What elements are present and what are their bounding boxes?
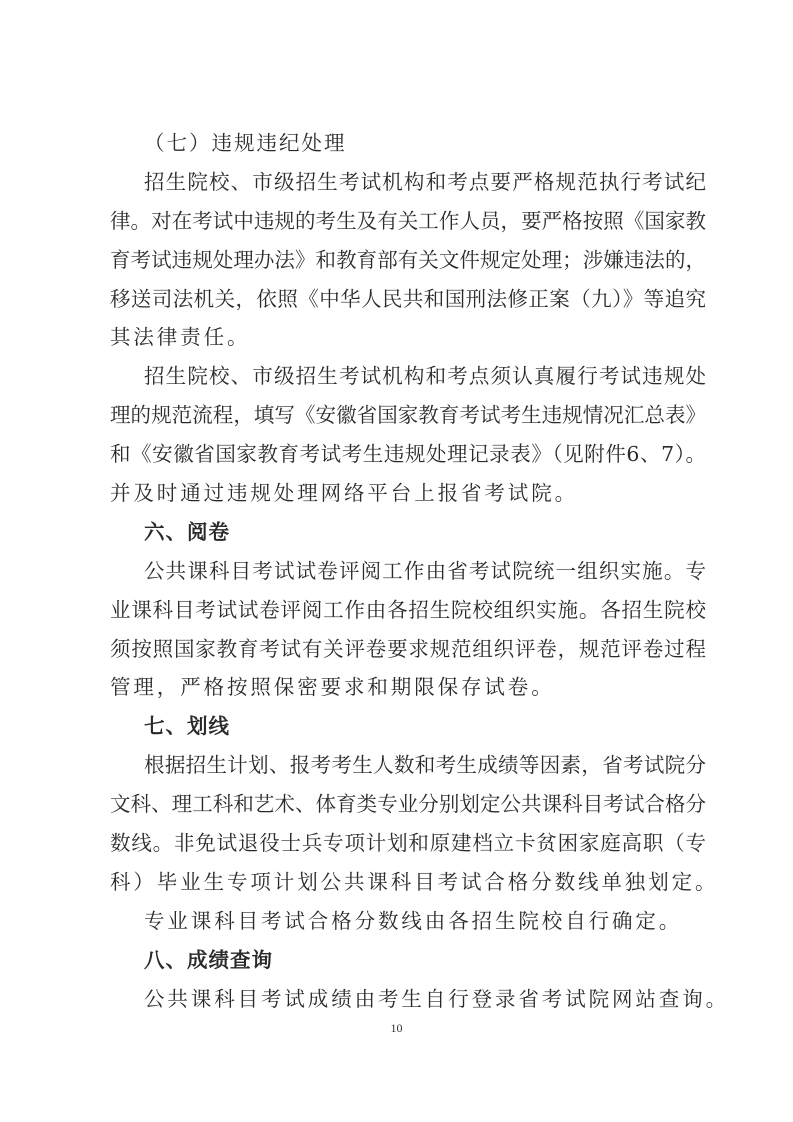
paragraph-score-query <box>110 980 729 1019</box>
text-line: 并及时通过违规处理网络平台上报省考试院。 <box>110 481 578 506</box>
text-line: 理的规范流程，填写《安徽省国家教育考试考生违规情况汇总表》 <box>110 403 706 428</box>
text-line: 科）毕业生专项计划公共课科目考试合格分数线单独划定。 <box>110 869 719 894</box>
text-line: 业课科目考试试卷评阅工作由各招生院校组织实施。各招生院校 <box>110 597 706 622</box>
text-line: 公共课科目考试试卷评阅工作由省考试院统一组织实施。专 <box>144 558 706 583</box>
paragraph-specialized-cutoff <box>110 902 706 941</box>
text-line: 招生院校、市级招生考试机构和考点须认真履行考试违规处 <box>144 364 706 389</box>
section-heading-marking: 六、阅卷 <box>144 519 230 544</box>
text-line: 须按照国家教育考试有关评卷要求规范组织评卷，规范评卷过程 <box>110 636 706 661</box>
text-line: 育考试违规处理办法》和教育部有关文件规定处理；涉嫌违法的， <box>110 247 706 272</box>
paragraph-cutoff <box>110 746 719 902</box>
text-line: 其法律责任。 <box>110 325 251 350</box>
text-line: 管理，严格按照保密要求和期限保存试卷。 <box>110 675 555 700</box>
document-body <box>110 124 729 1018</box>
text-line: 招生院校、市级招生考试机构和考点要严格规范执行考试纪 <box>144 169 706 194</box>
text-line: 数线。非免试退役士兵专项计划和原建档立卡贫困家庭高职（专 <box>110 831 706 856</box>
paragraph-violation-handling <box>110 163 706 357</box>
paragraph-violation-process <box>110 357 706 513</box>
text-line: 专业课科目考试合格分数线由各招生院校自行确定。 <box>144 908 683 933</box>
section-heading-score-query: 八、成绩查询 <box>144 947 273 972</box>
text-line: 和《安徽省国家教育考试考生违规处理记录表》（见附件6、7）。 <box>110 442 706 467</box>
subsection-heading: （七）违规违纪处理 <box>144 131 347 155</box>
paragraph-marking <box>110 552 706 708</box>
page-number: 10 <box>390 1021 403 1035</box>
text-line: 根据招生计划、报考考生人数和考生成绩等因素，省考试院分 <box>144 753 706 778</box>
text-line: 律。对在考试中违规的考生及有关工作人员，要严格按照《国家教 <box>110 208 706 233</box>
text-line: 移送司法机关，依照《中华人民共和国刑法修正案（九）》等追究 <box>110 286 706 311</box>
section-heading-cutoff: 七、划线 <box>144 714 230 739</box>
text-line: 文科、理工科和艺术、体育类专业分别划定公共课科目考试合格分 <box>110 792 706 817</box>
text-line: 公共课科目考试成绩由考生自行登录省考试院网站查询。 <box>144 986 729 1011</box>
